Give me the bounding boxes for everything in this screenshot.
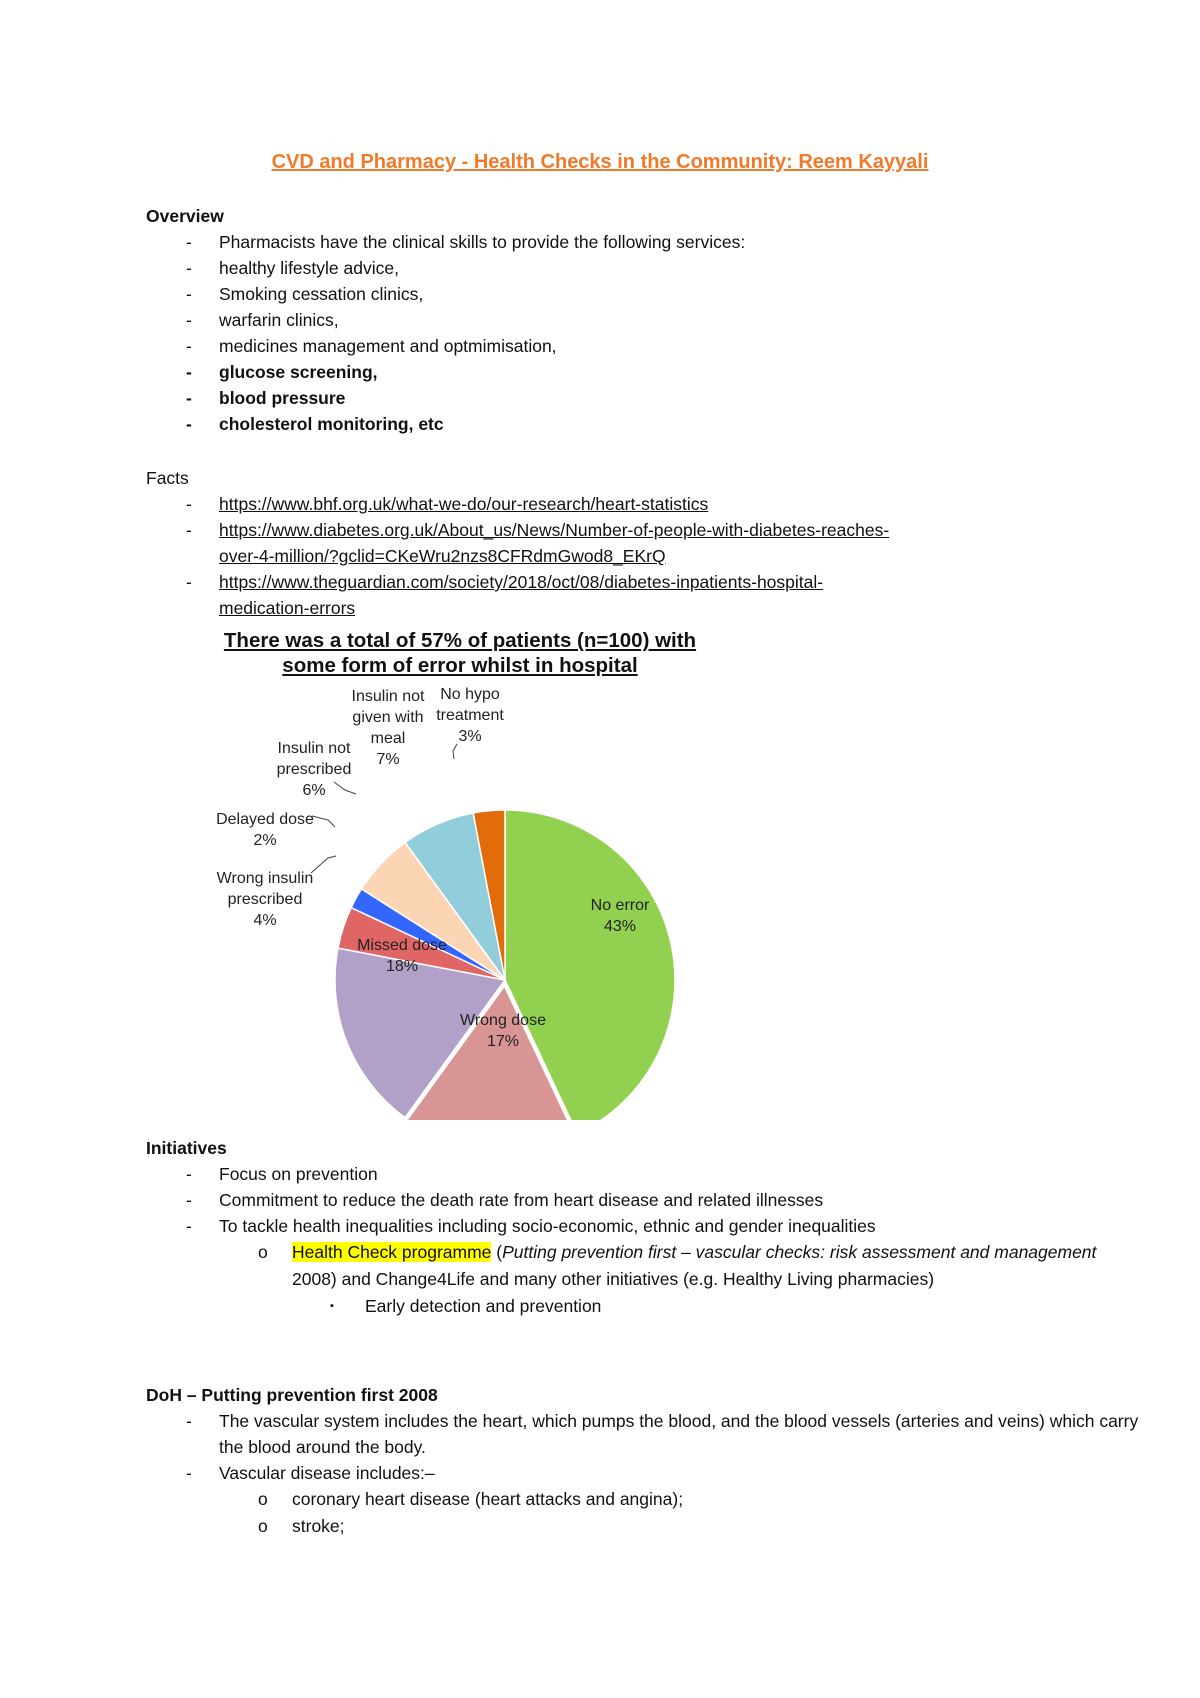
initiative-subitem xyxy=(146,1239,1146,1293)
slice-label: Insulin not given with meal 7% xyxy=(351,688,425,768)
fact-link[interactable]: https://www.theguardian.com/society/2018/oct/08/diabetes-inpatients-hospital- xyxy=(219,572,824,592)
slice-label: Wrong dose 17% xyxy=(460,1012,546,1050)
overview-item: - Smoking cessation clinics, xyxy=(146,281,1146,307)
circle-bullet: o xyxy=(258,1489,268,1509)
subsub-text: Early detection and prevention xyxy=(365,1296,602,1316)
overview-item: - medicines management and optmimisation, xyxy=(146,333,1146,359)
initiatives-section xyxy=(146,1135,1146,1320)
pie-chart xyxy=(195,620,755,1120)
circle-bullet: o xyxy=(258,1516,268,1536)
subitem-rest: 2008) and Change4Life and many other initiatives (e.g. Healthy Living pharmacies) xyxy=(292,1269,935,1289)
initiative-item: - Commitment to reduce the death rate from heart disease and related illnesses xyxy=(146,1187,1146,1213)
facts-heading: Facts xyxy=(146,468,189,488)
initiatives-subsublist xyxy=(146,1293,1146,1320)
doh-subitem xyxy=(146,1486,1146,1513)
slice-label: No hypo treatment 3% xyxy=(436,686,504,745)
square-bullet: ▪ xyxy=(330,1300,334,1312)
doh-item: - The vascular system includes the heart, which pumps the blood, and the blood vessels (arteries and veins) which carry the blood around the body. xyxy=(146,1408,1146,1460)
fact-link[interactable]: https://www.bhf.org.uk/what-we-do/our-research/heart-statistics xyxy=(219,494,709,514)
label-leader-line xyxy=(453,744,457,759)
doh-sublist xyxy=(146,1486,1146,1540)
slice-label: Missed dose 18% xyxy=(357,937,447,975)
circle-bullet: o xyxy=(258,1242,268,1262)
facts-list xyxy=(146,491,1146,621)
slice-label: Wrong insulin prescribed 4% xyxy=(216,870,314,929)
initiatives-list xyxy=(146,1161,1146,1239)
overview-item: - Pharmacists have the clinical skills to provide the following services: xyxy=(146,229,1146,255)
fact-link[interactable]: https://www.diabetes.org.uk/About_us/News/Number-of-people-with-diabetes-reaches- xyxy=(219,520,890,540)
overview-item: - warfarin clinics, xyxy=(146,307,1146,333)
overview-list xyxy=(146,229,1146,437)
highlighted-text: Health Check programme xyxy=(292,1242,492,1262)
overview-item: - cholesterol monitoring, etc xyxy=(146,411,1146,437)
initiative-item: - To tackle health inequalities including socio-economic, ethnic and gender inequalities xyxy=(146,1213,1146,1239)
label-leader-line xyxy=(312,816,335,827)
fact-link-item xyxy=(146,517,1146,569)
facts-section xyxy=(146,465,1146,621)
overview-heading: Overview xyxy=(146,206,224,226)
overview-section xyxy=(146,203,1146,437)
fact-link-continued[interactable]: over-4-million/?gclid=CKeWru2nzs8CFRdmGwod8_EKrQ xyxy=(219,546,666,566)
doh-item: - Vascular disease includes:– xyxy=(146,1460,1146,1486)
slice-label: Delayed dose 2% xyxy=(216,811,314,849)
doh-section xyxy=(146,1382,1146,1540)
paren-open: ( xyxy=(491,1242,503,1262)
document-title: CVD and Pharmacy - Health Checks in the Community: Reem Kayyali xyxy=(271,151,929,173)
pie-chart-figure xyxy=(195,620,755,1120)
italic-title: Putting prevention first – vascular checks: risk assessment and management xyxy=(502,1242,1097,1262)
initiatives-heading: Initiatives xyxy=(146,1138,227,1158)
slice-label: No error 43% xyxy=(590,897,650,935)
doh-subitem xyxy=(146,1513,1146,1540)
label-leader-line xyxy=(334,782,356,794)
fact-link-item xyxy=(146,569,1146,621)
fact-link-continued[interactable]: medication-errors xyxy=(219,598,356,618)
initiative-item: - Focus on prevention xyxy=(146,1161,1146,1187)
label-leader-line xyxy=(311,856,336,873)
overview-item: - healthy lifestyle advice, xyxy=(146,255,1146,281)
overview-item: - blood pressure xyxy=(146,385,1146,411)
doh-subitem-text: coronary heart disease (heart attacks and angina); xyxy=(292,1489,684,1509)
chart-title-line1: There was a total of 57% of patients (n=100) with xyxy=(223,629,697,652)
doh-heading: DoH – Putting prevention first 2008 xyxy=(146,1385,438,1405)
doh-subitem-text: stroke; xyxy=(292,1516,345,1536)
fact-link-item xyxy=(146,491,1146,517)
initiatives-sublist xyxy=(146,1239,1146,1293)
doh-list xyxy=(146,1408,1146,1486)
slice-label: Insulin not prescribed 6% xyxy=(276,740,352,799)
chart-title-line2: some form of error whilst in hospital xyxy=(282,654,638,677)
initiative-subsubitem xyxy=(146,1293,1146,1320)
overview-item: - glucose screening, xyxy=(146,359,1146,385)
